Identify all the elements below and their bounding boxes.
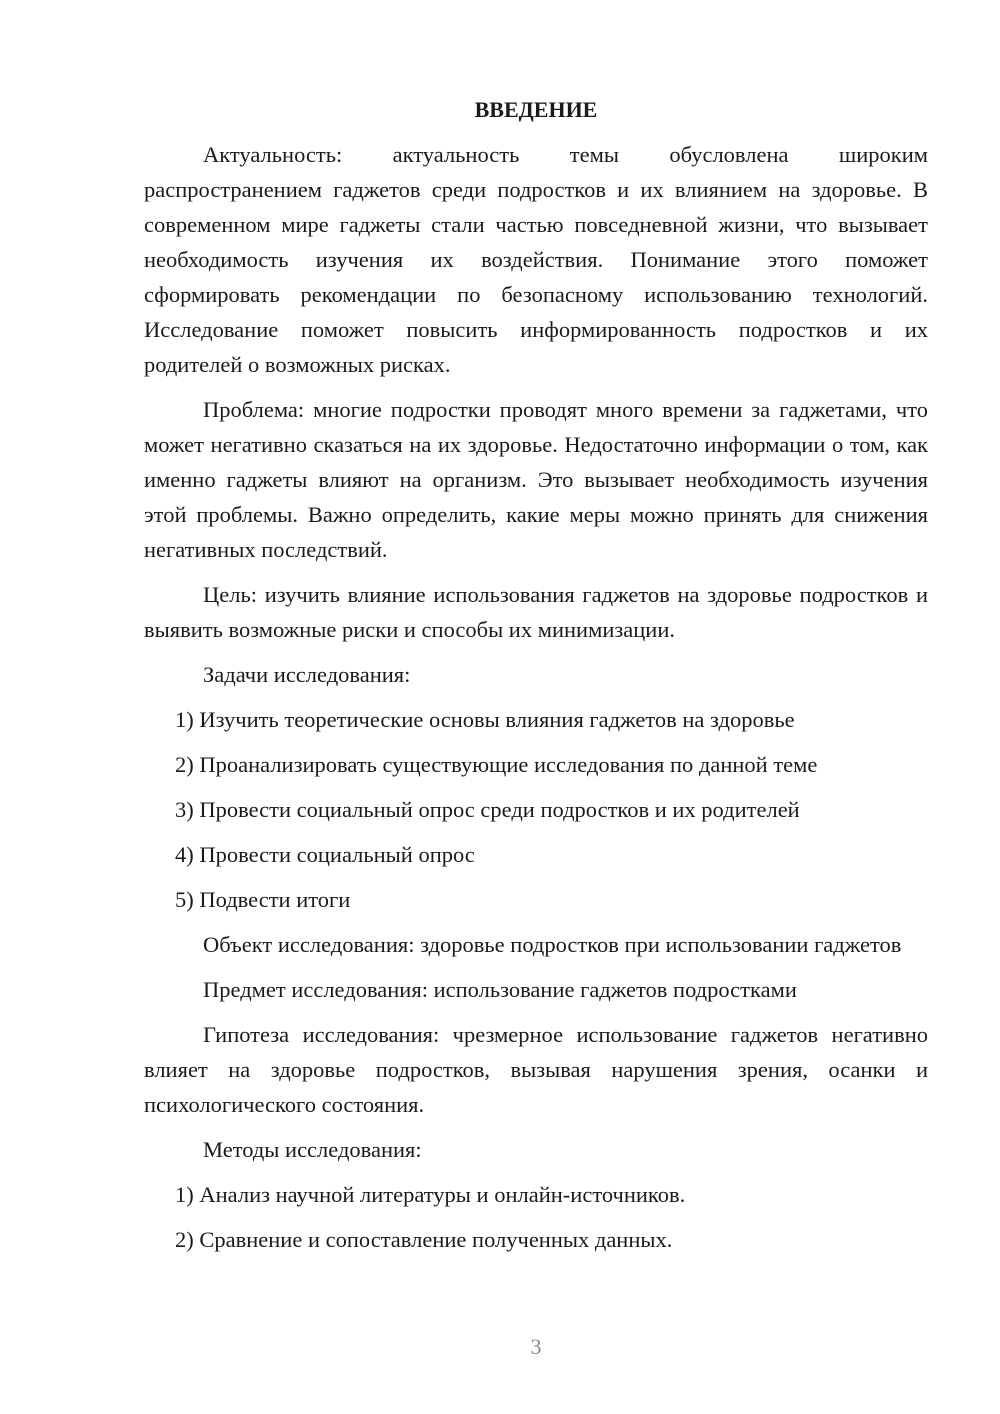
section-heading: ВВЕДЕНИЕ (474, 97, 598, 122)
task-item: 2) Проанализировать существующие исследования по данной теме (175, 752, 818, 777)
problem-paragraph: Проблема: многие подростки проводят много времени за гаджетами, что может негативно сказаться на их здоровье. Недостаточно информации о том, как именно гаджеты влияют на организм. Это вызывает необходимость изучения этой проблемы. Важно определить, какие меры можно принять для снижения негативных последствий. (144, 397, 928, 562)
goal-paragraph: Цель: изучить влияние использования гаджетов на здоровье подростков и выявить возможные риски и способы их минимизации. (144, 582, 928, 642)
methods-heading: Методы исследования: (203, 1137, 422, 1162)
hypothesis-paragraph: Гипотеза исследования: чрезмерное использование гаджетов негативно влияет на здоровье подростков, вызывая нарушения зрения, осанки и психологического состояния. (144, 1022, 928, 1117)
task-item: 5) Подвести итоги (175, 887, 351, 912)
page-content (144, 92, 928, 1267)
method-item: 2) Сравнение и сопоставление полученных данных. (175, 1227, 673, 1252)
task-item: 1) Изучить теоретические основы влияния гаджетов на здоровье (175, 707, 795, 732)
page-number: 3 (530, 1334, 542, 1359)
tasks-heading: Задачи исследования: (203, 662, 411, 687)
subject-paragraph: Предмет исследования: использование гаджетов подростками (203, 977, 797, 1002)
task-item: 4) Провести социальный опрос (175, 842, 475, 867)
task-item: 3) Провести социальный опрос среди подростков и их родителей (175, 797, 800, 822)
method-item: 1) Анализ научной литературы и онлайн-источников. (175, 1182, 686, 1207)
relevance-paragraph: Актуальность: актуальность темы обусловлена широким распространением гаджетов среди подростков и их влиянием на здоровье. В современном мире гаджеты стали частью повседневной жизни, что вызывает необходимость изучения их воздействия. Понимание этого поможет сформировать рекомендации по безопасному использованию технологий. Исследование поможет повысить информированность подростков и их родителей о возможных рисках. (144, 142, 928, 377)
object-paragraph: Объект исследования: здоровье подростков при использовании гаджетов (203, 932, 902, 957)
